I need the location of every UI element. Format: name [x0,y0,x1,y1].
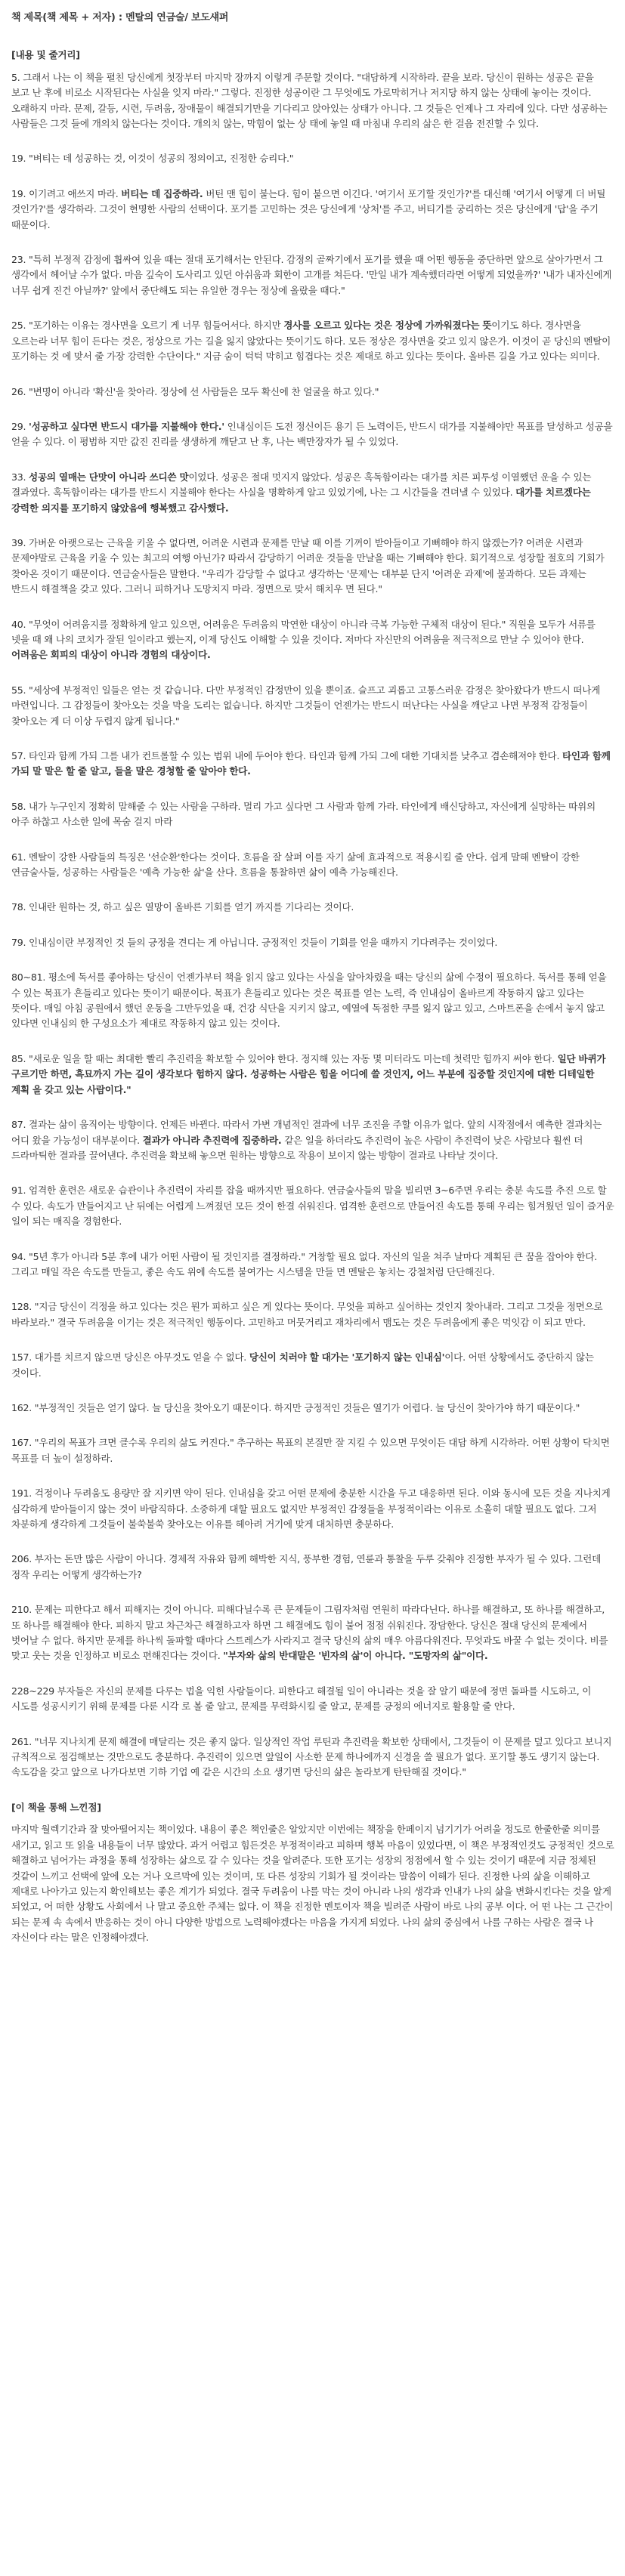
quote-text: 버틴 맨 힘이 붙는다. 힘이 붙으면 이긴다. '여기서 포기할 것인가?'를 대신해 '여기서 어떻게 더 버틸 것인가?'를 생각하라. 그것이 현명한 사람의 선택이다. 포기를 고민하는 것은 당신에게 '상처'를 주고, 버티기를 궁리하는 것은 당신에게 '답'을 주기 때문이다. [11,187,606,230]
quote-paragraph [11,617,614,663]
quote-text: 94. "5년 후가 아니라 5분 후에 내가 어떤 사람이 될 것인지를 결정하라." 거창할 필요 없다. 자신의 일을 쳐주 날마다 계획된 큰 꿈을 잡아야 한다. 그리고 매일 작은 속도를 만들고, 좋은 속도 위에 속도를 붙여가는 시스템을 만들 면 멘탈은 놓치는 강철처럼 단단해진다. [11,1250,597,1277]
quote-paragraph [11,1602,614,1664]
review-paragraph: 마지막 월렉기간과 잘 맞아떨어지는 책이었다. 내용이 좋은 책인줄은 알았지만 이번에는 책장을 한페이지 넘기기가 어려울 정도로 한줄한줄 의미를 새기고, 읽고 또 읽을 내용들이 너무 많았다. 과거 어렵고 힘든것은 부정적이라고 피하며 행복 마음이 있었다면, 이 책은 부정적인것도 긍정적인 것으로 해결하고 넘어가는 과정을 통해 성장하는 삶으로 갈 수 있다는 것을 알려준다. 또한 포기는 성장의 정점에서 할 수 있는 것이기 때문에 지금 정체된 것같이 느끼고 선택에 앞에 오는 거나 오르막에 있는 것이며, 또 다른 성장의 기회가 될 것이라는 말씀이 이해가 된다. 진정한 나의 삶을 이해하고 제대로 나아가고 있는지 확인해보는 좋은 계기가 되었다. 결국 두려움이 나를 막는 것이 아니라 나의 생각과 인내가 나의 삶을 변화시킨다는 것을 알게 되었고, 어 떠한 상황도 사회에서 나 말고 중요한 주체는 없다. 이 책을 진정한 멘토이자 책을 빌려준 사람이 바로 나의 공부 이다. 어 떤 나는 그 근간이 되는 문제 속 속에서 반응하는 것이 아니 다양한 방법으로 노력해야겠다는 마음을 가지게 되었다. 나의 삶의 중심에서 나를 구하는 사람은 결국 나 자신이다 라는 말은 인정해야겠다. [11,1824,614,1944]
quote-paragraph [11,318,614,364]
quote-emphasis: "부자와 삶의 반대말은 '빈자의 삶'이 아니다. "도망자의 삶"이다. [223,1650,488,1662]
quote-text: 5. 그래서 나는 이 책을 펼친 당신에게 첫장부터 마지막 장까지 이렇게 주문할 것이다. "대담하게 시작하라. 끝을 보라. 당신이 원하는 성공은 끝을 보고 난 후에 비로소 시작된다는 사실을 잊지 마라." 그렇다. 진정한 성공이란 그 무엇에도 가로막히거나 저지당 하지 않는 상태에 놓이는 것이다. 오래하지 마라. 문제, 갈등, 시련, 두려움, 장애물이 해결되기만을 기다리고 앉아있는 상태가 아니다. 그 것들은 언제나 그 자리에 있다. 다만 성공하는 사람들은 그것 들에 개의치 않는다는 것이다. 개의치 않는, 막힘이 없는 상 태에 놓일 때 마침내 우리의 삶은 한 걸음 전진할 수 있다. [11,71,608,130]
book-title-value: 멘탈의 연금술/ 보도섀퍼 [125,12,229,23]
quote-text: 128. "지금 당신이 걱정을 하고 있다는 것은 뭔가 피하고 싶은 게 있다는 뜻이다. 무엇을 피하고 싶어하는 것인지 찾아내라. 그리고 그것을 정면으로 바라보라." 결국 두려움을 이기는 것은 적극적인 행동이다. 고민하고 머뭇거리고 재차리에서 맴도는 것은 두려움에게 좋은 먹잇감 이 되고 만다. [11,1301,603,1328]
quote-emphasis: '성공하고 싶다면 반드시 대가를 지불해야 한다.' [29,420,224,432]
quote-paragraph [11,900,614,915]
quote-paragraph [11,1052,614,1098]
quote-text: 228~229 부자들은 자신의 문제를 다루는 법을 익힌 사람들이다. 피한다고 해결될 일이 아니라는 것을 잘 알기 때문에 정면 돌파를 시도하고, 이 시도를 성공시키기 위해 문제를 다룬 시각 로 볼 줄 알고, 문제를 무력화시킬 줄 알고, 문제를 긍정의 에너지로 활용할 줄 안다. [11,1685,592,1713]
quote-text: 25. "포기하는 이유는 경사면을 오르기 게 너무 힘들어서다. 하지만 [11,320,284,332]
quote-paragraph [11,252,614,298]
quote-text: 167. "우리의 목표가 크면 클수록 우리의 삶도 커진다." 추구하는 목표의 본질만 잘 지킬 수 있으면 무엇이든 대담 하게 시각하라. 어떤 상황이 닥치면 목표를 더 높이 설정하라. [11,1437,610,1464]
quote-paragraph [11,1350,614,1381]
quote-paragraph [11,151,614,166]
quote-paragraph [11,970,614,1032]
content-section-heading: [내용 및 줄거리] [11,49,80,61]
quote-paragraph [11,187,614,233]
quote-text: 206. 부자는 돈만 많은 사람이 아니다. 경제적 자유와 함께 해박한 지식, 풍부한 경험, 연륜과 통찰을 두루 갖춰야 진정한 부자가 될 수 있다. 그런데 정작 우리는 어떻게 생각하는가? [11,1553,601,1580]
quote-text: 이기도 하다. 경사면을 오르는라 너무 힘이 든다는 것은, 정상으로 가는 길을 잃지 않았다는 뜻이기도 하다. 모든 정상은 경사면을 갖고 있지 않은가. 이것이 곧 당신의 멘탈이 포기하는 것 에 맞서 줄 가장 강력한 수단이다." 지금 숨이 턱턱 막히고 힘겹다는 것은 제대로 하고 있다는 뜻이다. 올바른 길을 가고 있다는 의미다. [11,320,611,363]
quote-text: 39. 가벼운 아랫으로는 근육을 키울 수 없다면, 어려운 시련과 문제를 만날 때 이를 기꺼이 받아들이고 기뻐해야 하지 않겠는가? 어려운 시련과 문제야말로 근육을 키울 수 있는 최고의 여행 아닌가? 따라서 감당하기 어려운 것들을 만날을 때는 기뻐해야 한다. 회기적으로 성장할 절호의 기회가 찾아온 것이기 때문이다. 연금술사들은 말한다. "우리가 감당할 수 없다고 생각하는 '문제'는 대부분 단지 '어려운 과제'에 불과하다. 모든 과제는 반드시 해결책을 갖고 있다. 그러니 피하거나 도망치지 마라. 정면으로 맞서 해치우 면 된다." [11,536,605,595]
quote-paragraph [11,1734,614,1781]
quote-text: 23. "특히 부정적 감정에 휩싸여 있을 때는 절대 포기해서는 안된다. 감정의 골짜기에서 포기를 했을 때 어떤 행동을 중단하면 앞으로 살아가면서 그 생각에서 헤어날 수가 없다. 마음 깊숙이 도사리고 있던 아쉬움과 회한이 고개를 쳐든다. '만일 내가 계속했더라면 어떻게 되었을까?' '내가 내자신에게 너무 쉽게 진건 아닐까?' 앞에서 중단해도 되는 유일한 경우는 정상에 올랐을 때다." [11,254,612,296]
quote-paragraph [11,935,614,950]
quote-text: 58. 내가 누구인지 정확히 말해줄 수 있는 사람을 구하라. 멀리 가고 싶다면 그 사람과 함께 가라. 타인에게 배신당하고, 자신에게 실망하는 따위의 아주 하찮고 사소한 일에 목숨 걸지 마라 [11,800,596,828]
quote-text: 78. 인내란 원하는 것, 하고 싶은 열망이 올바른 기회를 얻기 까지를 기다리는 것이다. [11,901,354,913]
quote-paragraph [11,850,614,881]
quote-emphasis: 대가를 치르겠다는 강력한 의지를 포기하지 않았음에 행복했고 감사했다. [11,486,591,514]
quote-paragraph [11,470,614,516]
quote-paragraph [11,1435,614,1466]
quote-paragraph [11,536,614,598]
quote-paragraph [11,1552,614,1583]
quote-text: 인내심이든 도전 정신이든 용기 든 노력이든, 반드시 대가를 지불해야만 목표를 달성하고 성공을 얻을 수 있다. 이 평범하 지만 값진 진리를 생생하게 깨닫고 난 후, 나는 백만장자가 될 수 있었다. [11,420,613,448]
quote-paragraph [11,1183,614,1229]
quote-emphasis: 당신이 치러야 할 대가는 '포기하지 않는 인내심' [249,1351,445,1364]
quote-emphasis: 결과가 아니라 추진력에 집중하라. [142,1134,282,1146]
quote-paragraph [11,1486,614,1532]
quote-text: 이었다. 성공은 절대 멋지지 않았다. 성공은 혹독함이라는 대가를 치른 피투성 이열쨌던 운을 수 있는 결과였다. 혹독함이라는 대가를 반드시 지불해야 한다는 사실을 명확하게 알고 있었기에, 나는 그 시간들을 견뎌낼 수 있었다. [11,471,592,499]
quote-paragraph [11,1117,614,1163]
quote-text: 40. "무엇이 어려움지를 정확하게 알고 있으면, 어려움은 두려움의 막연한 대상이 아니라 극복 가능한 구체적 대상이 된다." 직원을 모두가 서류를 넷을 때 왜 나의 코치가 잘된 일이라고 했는지, 이제 당신도 이해할 수 있을 것이다. 저마다 자신만의 어려움을 적극적으로 만날 수 있어야 한다. [11,618,596,645]
quote-paragraph [11,419,614,450]
quote-text: 26. "변명이 아니라 '확신'을 찾아라. 정상에 선 사람들은 모두 확신에 찬 얼굴을 하고 있다." [11,385,379,397]
quote-text: 이다. 어떤 상황에서도 중단하지 않는 것이다. [11,1351,594,1379]
quote-paragraph [11,683,614,729]
quote-paragraph [11,1684,614,1715]
quote-paragraph [11,1249,614,1280]
quote-paragraph [11,385,614,400]
quote-text: 19. 이기려고 애쓰지 마라. [11,187,122,199]
quote-emphasis: 버티는 데 집중하라. [121,187,203,199]
quote-text: 91. 엄격한 훈련은 새로운 습관이나 추진력이 자리를 잡을 때까지만 필요하다. 연금술사들의 말을 빌리면 3~6주면 우리는 충분 속도를 추진 으로 할 수 있다. 속도가 만들어지고 난 뒤에는 어렵게 느껴졌던 모든 것이 한결 쉬워진다. 엄격한 훈련으로 만들어진 속도를 통해 우리는 힘겨웠던 일이 즐거운 일이 되는 매직을 경험한다. [11,1185,614,1228]
quote-text: 85. "새로운 일을 할 때는 최대한 빨리 추진력을 확보할 수 있어야 한다. 정지해 있는 자동 몇 미터라도 미는데 첫력만 힘까지 써야 한다. [11,1052,558,1064]
quote-text: 162. "부정적인 것들은 얻기 않다. 늘 당신을 찾아오기 때문이다. 하지만 긍정적인 것들은 열기가 어렵다. 늘 당신이 찾아가야 하기 때문이다." [11,1401,580,1413]
quote-text: 80~81. 평소에 독서를 좋아하는 당신이 언젠가부터 책을 읽지 않고 있다는 사실을 알아차렸을 때는 당신의 삶에 수정이 필요하다. 독서를 통해 얻을 수 있는 목표가 흔들리고 있다는 뜻이기 때문이다. 목표가 흔들리고 있다는 것은 목표를 얻는 노력, 즉 인내심이 올바르게 작동하지 않고 있다는 뜻이다. 매일 아침 공원에서 했던 운동을 그만두었을 때, 건강 식단을 지키지 않고, 예열에 독점한 쿠를 잃지 않고 있고, 스마트폰을 손에서 놓지 않고 있다면 인내심의 한 구성요소가 제대로 작동하지 않고 있는 것이다. [11,971,607,1030]
quote-text: 19. "벼티는 데 성공하는 것, 이것이 성공의 정의이고, 진정한 승리다." [11,153,294,165]
quote-emphasis: 타인과 함께 가되 말 말은 할 줄 알고, 들을 말은 경청할 줄 알아야 한다. [11,750,611,777]
quote-paragraph [11,1299,614,1330]
quote-text: 261. "너무 지나치게 문제 해결에 매달리는 것은 좋지 않다. 일상적인 작업 루틴과 추진력을 확보한 상태에서, 그것들이 이 문제를 덮고 있다고 보니지 규칙적으로 점검해보는 것만으로도 충분하다. 추진력이 있으면 앞일이 사소한 문제 하나에까지 신경을 쓸 필요가 없다. 포기할 통도 생기지 않는다. 속도감을 갖고 앞으로 나가다보면 기하 기업 예 같은 시간의 소요 생기면 당신의 삶은 놀라보게 탄탄해질 것이다." [11,1735,612,1778]
quote-emphasis: 일단 바퀴가 구르기만 하면, 흑묘까지 가는 길이 생각보다 험하지 않다. 성공하는 사람은 힘을 어디에 쓸 것인지, 어느 부분에 집중할 것인지에 대한 디테일한 계획 을 갖고 있는 사람이다." [11,1052,606,1095]
content-paragraphs [11,70,614,1781]
quote-text: 210. 문제는 피한다고 해서 피해지는 것이 아니다. 피해다닐수록 큰 문제들이 그림자처럼 연원히 따라다닌다. 하나를 해결하고, 또 하나를 해결하고, 또 하나를 해결해야 한다. 피하지 말고 차근차근 해결하고자 하면 그 해결에도 힘이 붙어 점점 쉬워진다. 장담한다. 당신은 절대 당신의 문제에서 벗어날 수 없다. 하지만 문제를 하나씩 돌파할 때마다 스트레스가 사라지고 결국 당신의 삶의 매우 아름다워진다. 무엇과도 바꿀 수 없는 것이다. 비를 맞고 웃는 것을 인정하고 비로소 편해진다는 것이다. [11,1604,608,1662]
quote-emphasis: 성공의 열매는 단맛이 아니라 쓰디쓴 맛 [29,471,189,483]
quote-text: 79. 인내심이란 부정적인 것 들의 긍정을 견디는 게 아닙니다. 긍정적인 것들이 기회를 얻을 때까지 기다려주는 것이었다. [11,936,498,948]
quote-text: 157. 대가를 치르지 않으면 당신은 아무것도 얻을 수 없다. [11,1351,249,1364]
quote-text: 61. 멘탈이 강한 사람들의 특징은 '선순환'한다는 것이다. 흐름을 잘 살펴 이를 자기 삶에 효과적으로 적용시킬 줄 안다. 쉽게 말해 멘탈이 강한 연금술사들, 성공하는 사람들은 '예측 가능한 삶'을 산다. 흐름을 통찰하면 삶이 예측 가능해진다. [11,851,580,879]
quote-paragraph [11,70,614,132]
quote-emphasis: 어려움은 회피의 대상이 아니라 경험의 대상이다. [11,649,211,661]
quote-text: 87. 결과는 삶이 움직이는 방향이다. 언제든 바뀐다. 따라서 가변 개념적인 결과에 너무 조진을 주할 이유가 없다. 앞의 시작점에서 예측한 결과치는 어디 왔을 가능성이 대부분이다. [11,1119,602,1146]
book-title-line [11,11,614,26]
quote-text: 같은 일을 하더라도 추진력이 높은 사람이 추진력이 낮은 사람보다 훨씬 더 드라마틱한 결과를 끌어낸다. 추진력을 확보해 놓으면 원하는 방향으로 작용이 보이지 않는 방향이 결과로 나타날 것이다. [11,1134,583,1161]
quote-text: 29. [11,420,29,432]
quote-paragraph [11,749,614,780]
quote-text: 191. 걱정이나 두려움도 용량만 잘 지키면 약이 된다. 인내심을 갖고 어떤 문제에 충분한 시간을 두고 대응하면 된다. 이와 동시에 모든 것을 지나치게 심각하게 받아들이지 않는 것이 바람직하다. 소중하게 대할 필요도 없지만 부정적인 감정들을 부정적이라는 이유로 소홀히 대할 필요도 없다. 그저 차분하게 생각하게 그것들이 불쑥불쑥 찾아오는 이유를 헤아려 거기에 맞게 대처하면 충분하다. [11,1487,611,1530]
quote-paragraph [11,1401,614,1416]
quote-emphasis: 경사를 오르고 있다는 것은 정상에 가까워졌다는 뜻 [283,320,492,332]
quote-text: 55. "세상에 부정적인 일들은 얻는 것 같습니다. 다만 부정적인 감정만이 있을 뿐이죠. 슬프고 괴롭고 고통스러운 감정은 찾아왔다가 반드시 떠나게 마련입니다. 그 감정들이 찾아오는 것을 막을 도리는 없습니다. 하지만 그것들이 언젠가는 반드시 떠난다는 사실을 깨닫고 나면 부정적 감정들이 찾아오는 게 더 이상 두렵지 않게 됩니다." [11,684,601,727]
book-title-label: 책 제목(책 제목 + 저자) : [11,12,122,23]
review-section-heading: [이 책을 통해 느낀점] [11,1801,101,1813]
quote-text: 33. [11,471,29,483]
quote-text: 57. 타인과 함께 가되 그를 내가 컨트롤할 수 있는 범위 내에 두어야 한다. 타인과 함께 가되 그에 대한 기대치를 낮추고 겸손해져야 한다. [11,750,562,761]
quote-paragraph [11,799,614,830]
